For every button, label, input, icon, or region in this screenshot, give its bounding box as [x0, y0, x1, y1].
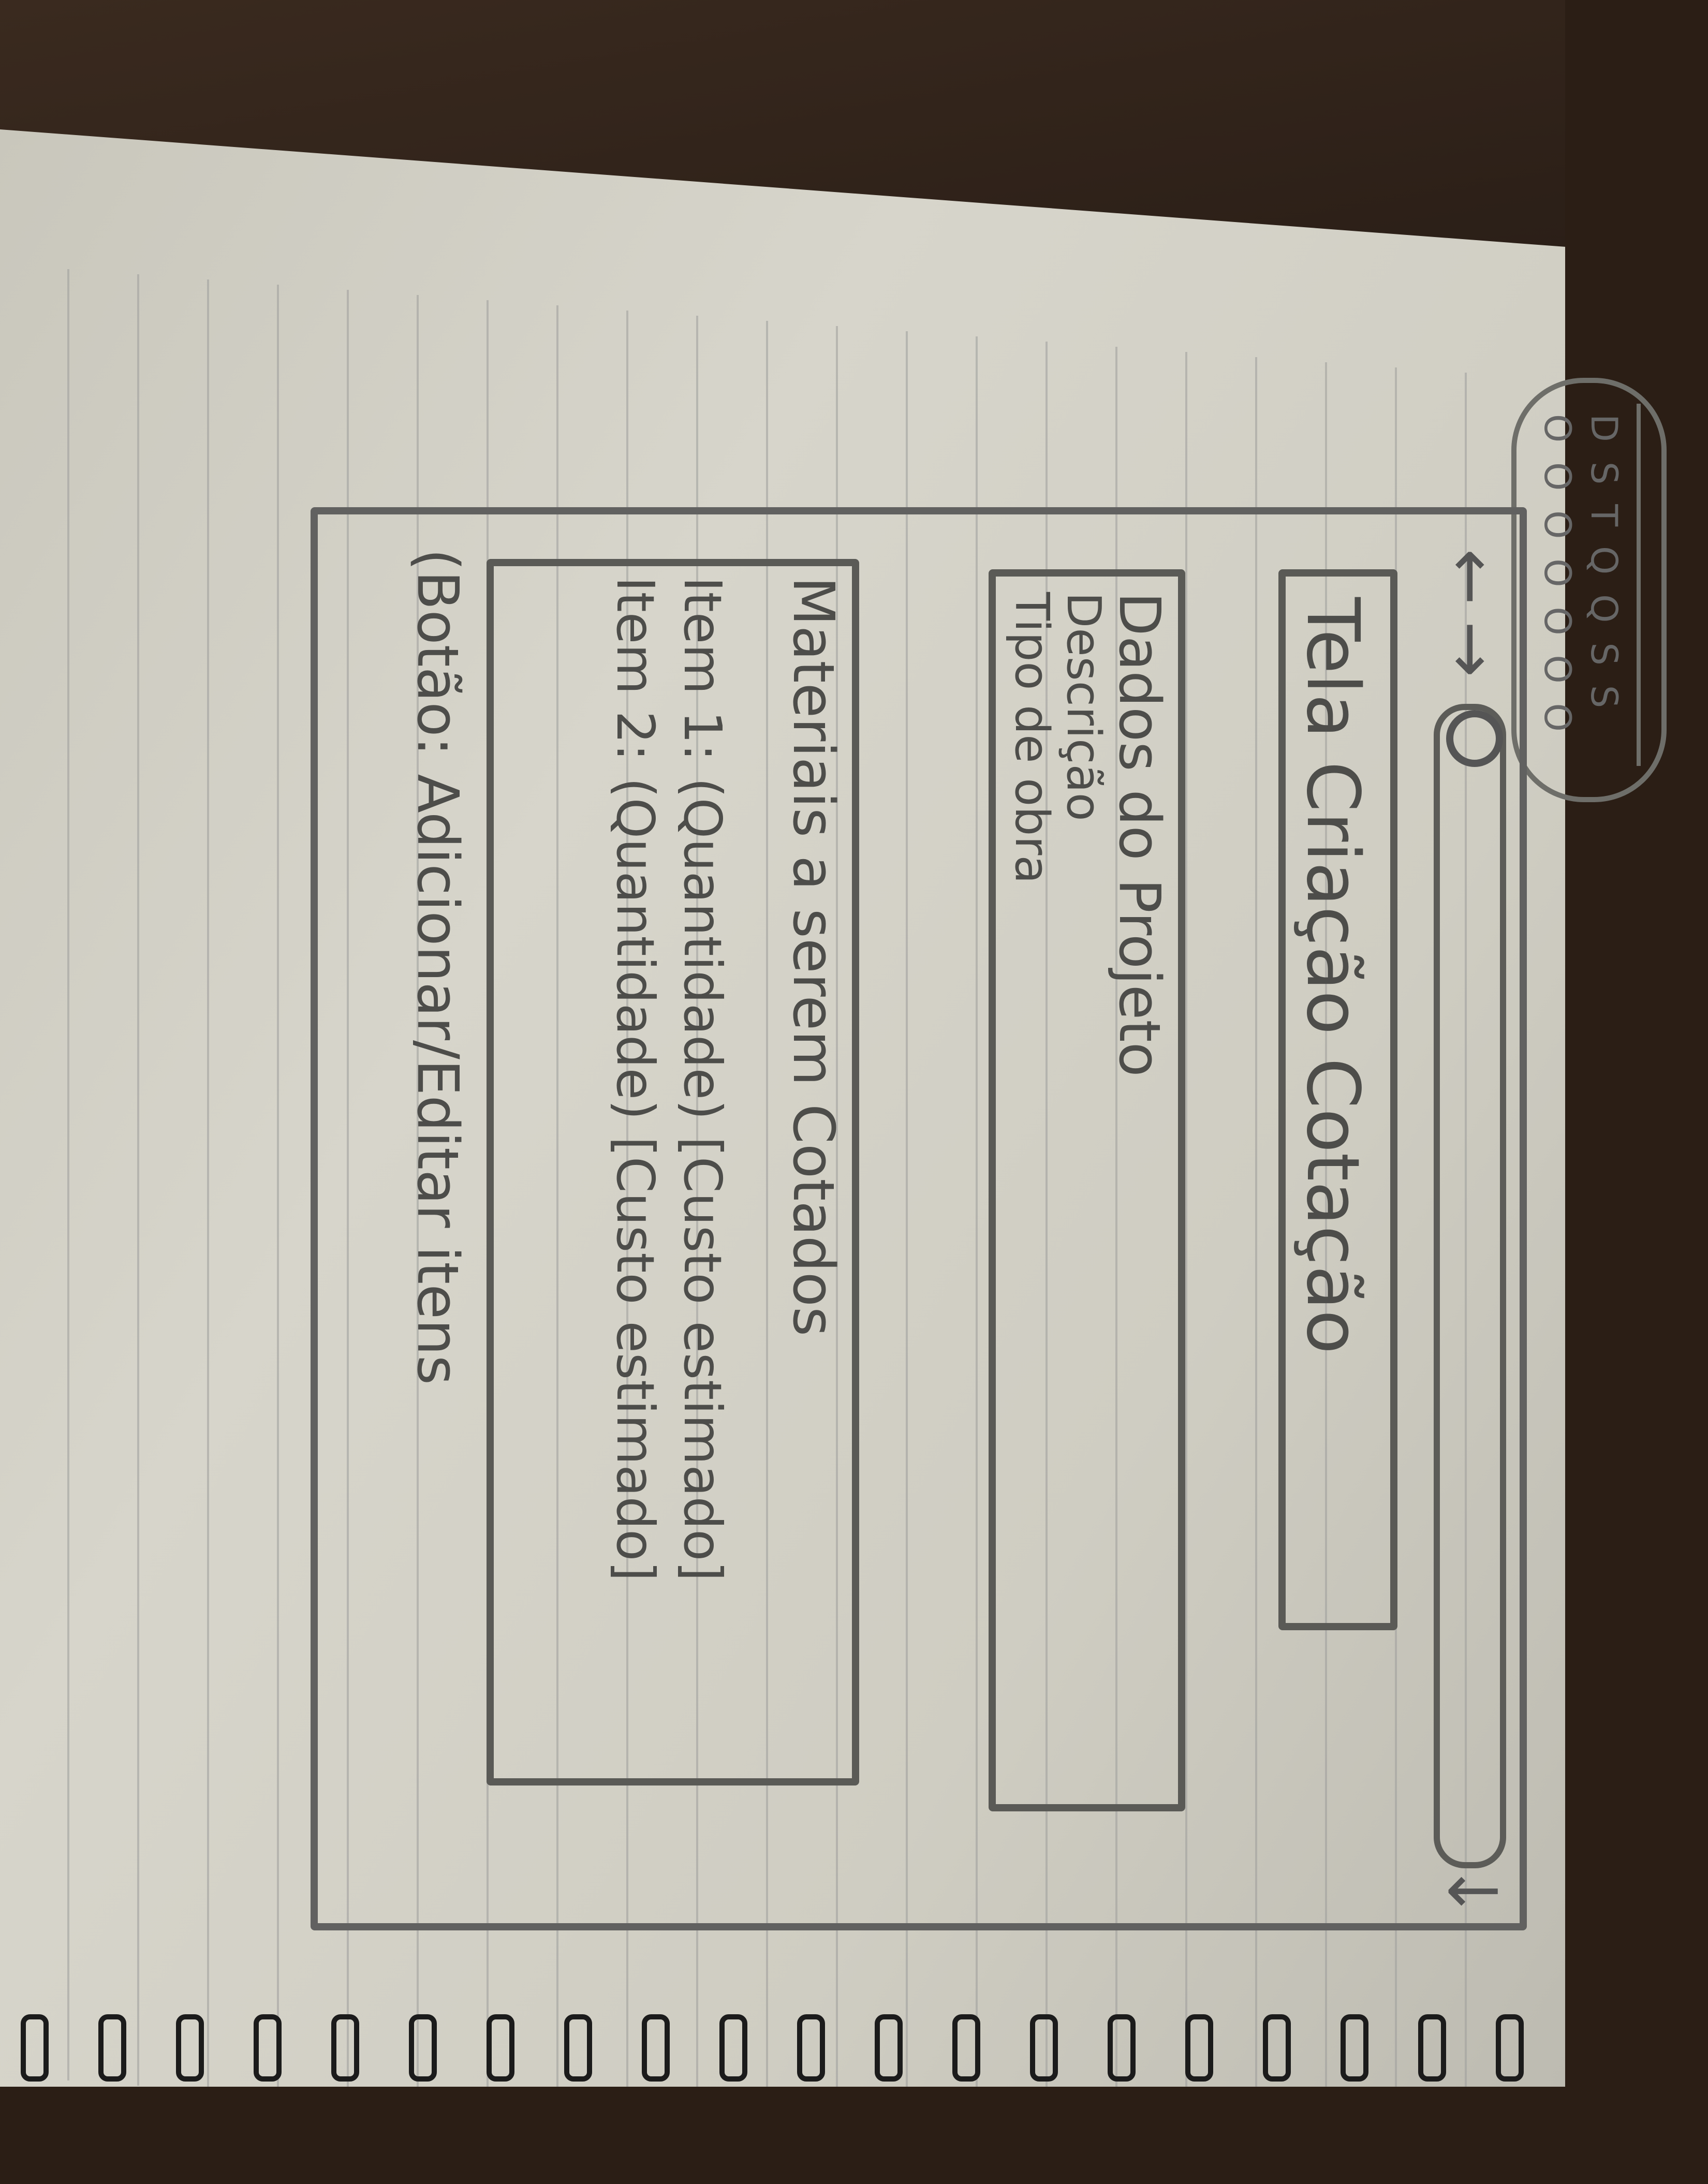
ruled-line — [207, 279, 209, 2091]
list-item: Item 2: (Quantidade) [Custo estimado] — [605, 577, 666, 1582]
weekday-label: S — [1583, 685, 1625, 728]
ruled-line — [277, 285, 279, 2096]
weekday-circle: O — [1536, 414, 1579, 463]
weekday-circle: O — [1536, 607, 1579, 655]
search-icon[interactable] — [1446, 710, 1503, 767]
weekday-label: S — [1583, 461, 1625, 505]
weekday-circle: O — [1536, 510, 1579, 559]
weekday-label: Q — [1583, 546, 1625, 595]
weekday-label: D — [1583, 414, 1625, 462]
description-field[interactable]: Descrição — [1056, 592, 1111, 821]
add-edit-items-button[interactable]: (Botão: Adicionar/Editar itens — [405, 549, 471, 1385]
wireframe-sketch — [285, 145, 1708, 1956]
weekday-circle: O — [1536, 462, 1579, 511]
weekday-label: Q — [1583, 594, 1625, 643]
list-item: Item 1: (Quantidade) [Custo estimado] — [672, 577, 733, 1582]
work-type-field[interactable]: Tipo de obra — [1005, 592, 1059, 884]
weekday-label: S — [1583, 642, 1625, 685]
materials-box — [487, 559, 859, 1785]
ruled-line — [137, 274, 139, 2086]
project-data-box — [989, 569, 1185, 1811]
weekday-circle: O — [1536, 558, 1579, 607]
back-arrow-icon[interactable]: ← — [1433, 549, 1511, 605]
project-section-heading: Dados do Projeto — [1107, 592, 1173, 1077]
page-title: Tela Criação Cotação — [1290, 597, 1375, 1354]
ruled-line — [67, 269, 69, 2080]
title-box — [1278, 569, 1397, 1630]
refresh-arrow-icon[interactable]: ↓ — [1433, 1863, 1511, 1920]
date-field — [1511, 378, 1667, 802]
weekday-circle: O — [1536, 655, 1579, 703]
weekday-circle: O — [1536, 703, 1579, 751]
address-bar[interactable] — [1434, 704, 1506, 1868]
materials-section-heading: Materiais a serem Cotados — [781, 577, 847, 1337]
weekday-label: T — [1583, 504, 1625, 547]
forward-arrow-icon[interactable]: → — [1433, 621, 1511, 677]
spiral-binding — [0, 2014, 1565, 2087]
